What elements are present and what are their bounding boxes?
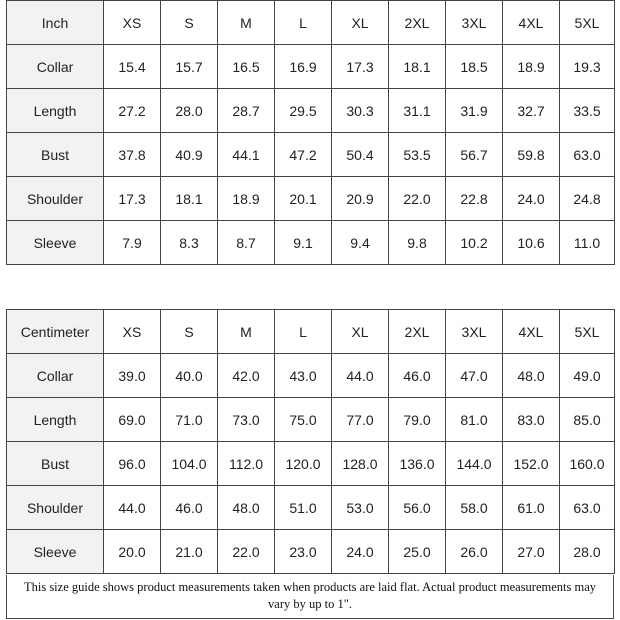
measurement-value: 24.8 — [560, 177, 615, 221]
measurement-value: 46.0 — [161, 486, 218, 530]
measurement-value: 23.0 — [275, 530, 332, 574]
measurement-value: 47.0 — [446, 354, 503, 398]
measurement-label: Bust — [7, 133, 104, 177]
measurement-value: 37.8 — [104, 133, 161, 177]
measurement-value: 28.0 — [161, 89, 218, 133]
measurement-value: 18.5 — [446, 45, 503, 89]
measurement-value: 44.0 — [104, 486, 161, 530]
measurement-value: 10.6 — [503, 221, 560, 265]
measurement-value: 25.0 — [389, 530, 446, 574]
measurement-value: 18.9 — [503, 45, 560, 89]
measurement-value: 22.0 — [218, 530, 275, 574]
measurement-value: 27.2 — [104, 89, 161, 133]
measurement-value: 112.0 — [218, 442, 275, 486]
unit-label: Inch — [7, 1, 104, 45]
table-row — [7, 398, 615, 442]
measurement-value: 48.0 — [218, 486, 275, 530]
header-row — [7, 310, 615, 354]
measurement-value: 31.1 — [389, 89, 446, 133]
measurement-value: 24.0 — [503, 177, 560, 221]
measurement-value: 22.0 — [389, 177, 446, 221]
measurement-value: 77.0 — [332, 398, 389, 442]
size-header: M — [218, 310, 275, 354]
table-row — [7, 442, 615, 486]
measurement-value: 81.0 — [446, 398, 503, 442]
measurement-value: 144.0 — [446, 442, 503, 486]
size-header: 2XL — [389, 1, 446, 45]
measurement-value: 8.3 — [161, 221, 218, 265]
table-row — [7, 221, 615, 265]
size-header: L — [275, 1, 332, 45]
measurement-value: 20.9 — [332, 177, 389, 221]
measurement-value: 42.0 — [218, 354, 275, 398]
measurement-value: 18.9 — [218, 177, 275, 221]
measurement-value: 20.0 — [104, 530, 161, 574]
measurement-value: 18.1 — [389, 45, 446, 89]
measurement-value: 7.9 — [104, 221, 161, 265]
measurement-value: 160.0 — [560, 442, 615, 486]
inch-table-body — [7, 1, 615, 265]
measurement-value: 49.0 — [560, 354, 615, 398]
measurement-value: 104.0 — [161, 442, 218, 486]
measurement-value: 16.5 — [218, 45, 275, 89]
measurement-value: 85.0 — [560, 398, 615, 442]
size-header: 4XL — [503, 1, 560, 45]
measurement-value: 56.7 — [446, 133, 503, 177]
measurement-value: 26.0 — [446, 530, 503, 574]
measurement-label: Collar — [7, 354, 104, 398]
measurement-value: 96.0 — [104, 442, 161, 486]
measurement-value: 18.1 — [161, 177, 218, 221]
measurement-label: Sleeve — [7, 530, 104, 574]
measurement-value: 136.0 — [389, 442, 446, 486]
size-header: 5XL — [560, 310, 615, 354]
measurement-value: 30.3 — [332, 89, 389, 133]
measurement-value: 61.0 — [503, 486, 560, 530]
measurement-value: 63.0 — [560, 133, 615, 177]
inch-size-table — [6, 0, 615, 265]
size-header: S — [161, 1, 218, 45]
measurement-value: 15.4 — [104, 45, 161, 89]
measurement-value: 17.3 — [104, 177, 161, 221]
measurement-value: 43.0 — [275, 354, 332, 398]
measurement-value: 39.0 — [104, 354, 161, 398]
table-row — [7, 133, 615, 177]
size-header: L — [275, 310, 332, 354]
size-header: S — [161, 310, 218, 354]
measurement-value: 44.0 — [332, 354, 389, 398]
measurement-value: 69.0 — [104, 398, 161, 442]
measurement-value: 9.4 — [332, 221, 389, 265]
table-row — [7, 89, 615, 133]
measurement-value: 44.1 — [218, 133, 275, 177]
measurement-value: 53.0 — [332, 486, 389, 530]
measurement-value: 63.0 — [560, 486, 615, 530]
measurement-value: 11.0 — [560, 221, 615, 265]
measurement-label: Collar — [7, 45, 104, 89]
measurement-value: 75.0 — [275, 398, 332, 442]
centimeter-table-body — [7, 310, 615, 574]
measurement-value: 79.0 — [389, 398, 446, 442]
size-header: M — [218, 1, 275, 45]
size-header: 5XL — [560, 1, 615, 45]
size-header: 3XL — [446, 310, 503, 354]
size-header: XS — [104, 310, 161, 354]
measurement-value: 22.8 — [446, 177, 503, 221]
measurement-value: 51.0 — [275, 486, 332, 530]
measurement-value: 17.3 — [332, 45, 389, 89]
table-row — [7, 354, 615, 398]
measurement-value: 32.7 — [503, 89, 560, 133]
measurement-value: 31.9 — [446, 89, 503, 133]
size-header: XL — [332, 1, 389, 45]
measurement-value: 8.7 — [218, 221, 275, 265]
unit-label: Centimeter — [7, 310, 104, 354]
measurement-value: 50.4 — [332, 133, 389, 177]
header-row — [7, 1, 615, 45]
measurement-value: 20.1 — [275, 177, 332, 221]
measurement-label: Length — [7, 398, 104, 442]
measurement-value: 10.2 — [446, 221, 503, 265]
measurement-value: 21.0 — [161, 530, 218, 574]
measurement-value: 15.7 — [161, 45, 218, 89]
size-header: 4XL — [503, 310, 560, 354]
measurement-label: Sleeve — [7, 221, 104, 265]
table-row — [7, 177, 615, 221]
measurement-value: 28.7 — [218, 89, 275, 133]
measurement-value: 27.0 — [503, 530, 560, 574]
table-row — [7, 45, 615, 89]
measurement-value: 53.5 — [389, 133, 446, 177]
measurement-value: 16.9 — [275, 45, 332, 89]
measurement-label: Shoulder — [7, 486, 104, 530]
measurement-value: 48.0 — [503, 354, 560, 398]
size-header: 3XL — [446, 1, 503, 45]
measurement-value: 9.8 — [389, 221, 446, 265]
measurement-value: 40.0 — [161, 354, 218, 398]
size-header: XL — [332, 310, 389, 354]
measurement-label: Length — [7, 89, 104, 133]
size-header: XS — [104, 1, 161, 45]
measurement-value: 152.0 — [503, 442, 560, 486]
measurement-label: Shoulder — [7, 177, 104, 221]
measurement-value: 73.0 — [218, 398, 275, 442]
table-row — [7, 486, 615, 530]
measurement-value: 59.8 — [503, 133, 560, 177]
measurement-value: 46.0 — [389, 354, 446, 398]
measurement-value: 47.2 — [275, 133, 332, 177]
measurement-value: 56.0 — [389, 486, 446, 530]
size-guide-footnote: This size guide shows product measurements taken when products are laid flat. Actual product measurements may vary by up to 1". — [6, 575, 614, 619]
measurement-value: 29.5 — [275, 89, 332, 133]
measurement-value: 128.0 — [332, 442, 389, 486]
measurement-value: 33.5 — [560, 89, 615, 133]
measurement-value: 120.0 — [275, 442, 332, 486]
measurement-label: Bust — [7, 442, 104, 486]
measurement-value: 71.0 — [161, 398, 218, 442]
measurement-value: 58.0 — [446, 486, 503, 530]
size-header: 2XL — [389, 310, 446, 354]
table-row — [7, 530, 615, 574]
measurement-value: 24.0 — [332, 530, 389, 574]
centimeter-size-table — [6, 309, 615, 574]
measurement-value: 83.0 — [503, 398, 560, 442]
measurement-value: 40.9 — [161, 133, 218, 177]
measurement-value: 28.0 — [560, 530, 615, 574]
measurement-value: 19.3 — [560, 45, 615, 89]
measurement-value: 9.1 — [275, 221, 332, 265]
